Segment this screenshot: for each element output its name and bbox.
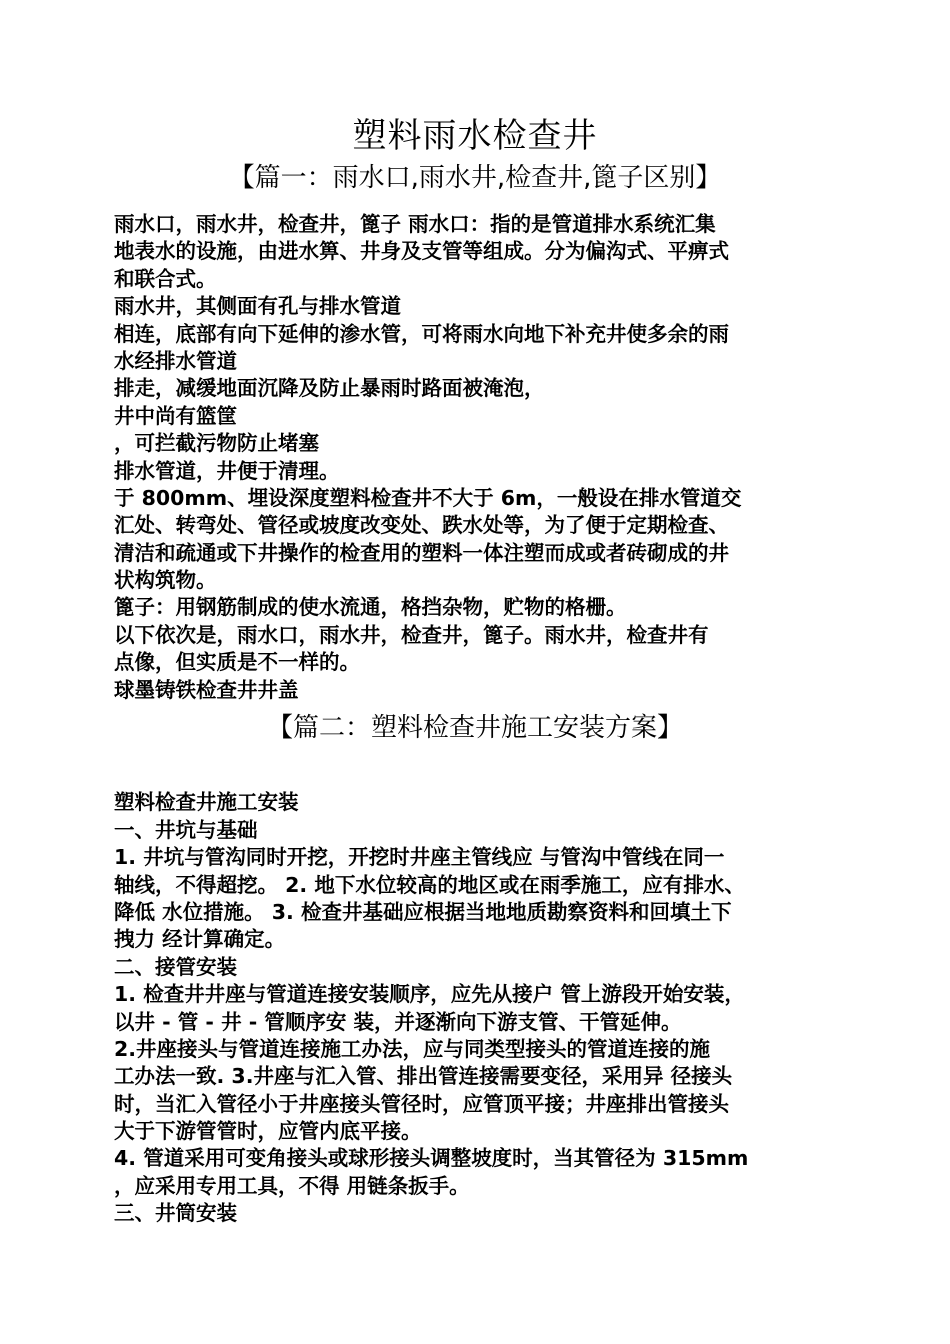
paragraph-line: 雨水口，雨水井，检查井，篦子 雨水口：指的是管道排水系统汇集	[114, 212, 716, 236]
section-2-body	[114, 762, 840, 1228]
paragraph-line: 雨水井，其侧面有孔与排水管道	[114, 294, 401, 319]
paragraph-line: 拽力 经计算确定。	[114, 927, 286, 952]
paragraph-line: 4. 管道采用可变角接头或球形接头调整坡度时，当其管径为 315mm	[114, 1146, 749, 1171]
paragraph-line: 和联合式。	[114, 266, 217, 291]
paragraph-line: 以井 - 管 - 井 - 管顺序安 装，并逐渐向下游支管、干管延伸。	[114, 1009, 682, 1034]
paragraph-line: 降低 水位措施。 3. 检查井基础应根据当地地质勘察资料和回填土下	[114, 899, 732, 924]
paragraph-line: 2.井座接头与管道连接施工办法，应与同类型接头的管道连接的施	[114, 1036, 711, 1061]
section-2-heading: 【篇二：塑料检查井施工安装方案】	[266, 713, 683, 743]
paragraph-line: 于 800mm、埋设深度塑料检查井不大于 6m，一般设在排水管道交	[114, 485, 742, 510]
paragraph-line: 以下依次是，雨水口，雨水井，检查井，篦子。雨水井，检查井有	[114, 622, 709, 647]
paragraph-line: 塑料检查井施工安装	[114, 790, 299, 815]
paragraph-line: 清洁和疏通或下井操作的检查用的塑料一体注塑而成或者砖砌成的井	[114, 540, 729, 565]
document-title: 塑料雨水检查井	[352, 116, 598, 156]
section-1-heading: 【篇一：雨水口,雨水井,检查井,篦子区别】	[228, 163, 722, 193]
paragraph-line: 水经排水管道	[114, 348, 237, 373]
paragraph-line: 汇处、转弯处、管径或坡度改变处、跌水处等，为了便于定期检查、	[114, 513, 729, 538]
paragraph-line: 地表水的设施，由进水箅、井身及支管等组成。分为偏沟式、平痹式	[114, 239, 729, 264]
paragraph-line: 二、接管安装	[114, 954, 237, 979]
paragraph-line: 井中尚有篮筐	[114, 403, 237, 428]
section-1-body	[114, 211, 840, 704]
paragraph-line: 一、井坑与基础	[114, 817, 258, 842]
paragraph-line: ，可拦截污物防止堵塞	[114, 431, 319, 456]
paragraph-line: 时，当汇入管径小于井座接头管径时，应管顶平接；井座排出管接头	[114, 1091, 729, 1116]
paragraph-line: 球墨铸铁检查井井盖	[114, 677, 299, 702]
paragraph-line: 1. 检查井井座与管道连接安装顺序，应先从接户 管上游段开始安装，	[114, 982, 745, 1007]
paragraph-line: 工办法一致. 3.井座与汇入管、排出管连接需要变径，采用异 径接头	[114, 1064, 733, 1089]
paragraph-line: 点像，但实质是不一样的。	[114, 650, 360, 675]
paragraph-line: 大于下游管管时，应管内底平接。	[114, 1119, 422, 1144]
paragraph-line: 1. 井坑与管沟同时开挖，开挖时井座主管线应 与管沟中管线在同一	[114, 845, 725, 870]
paragraph-line: 三、井筒安装	[114, 1201, 237, 1226]
paragraph-line: 排走，减缓地面沉降及防止暴雨时路面被淹泡，	[114, 376, 545, 401]
paragraph-line: ，应采用专用工具，不得 用链条扳手。	[114, 1173, 470, 1198]
paragraph-line	[114, 762, 840, 789]
paragraph-line: 排水管道，井便于清理。	[114, 458, 340, 483]
paragraph-line: 篦子：用钢筋制成的使水流通，格挡杂物，贮物的格栅。	[114, 595, 627, 620]
paragraph-line: 轴线，不得超挖。 2. 地下水位较高的地区或在雨季施工，应有排水、	[114, 872, 745, 897]
paragraph-line: 状构筑物。	[114, 568, 217, 593]
paragraph-line: 相连，底部有向下延伸的渗水管，可将雨水向地下补充井使多余的雨	[114, 321, 729, 346]
